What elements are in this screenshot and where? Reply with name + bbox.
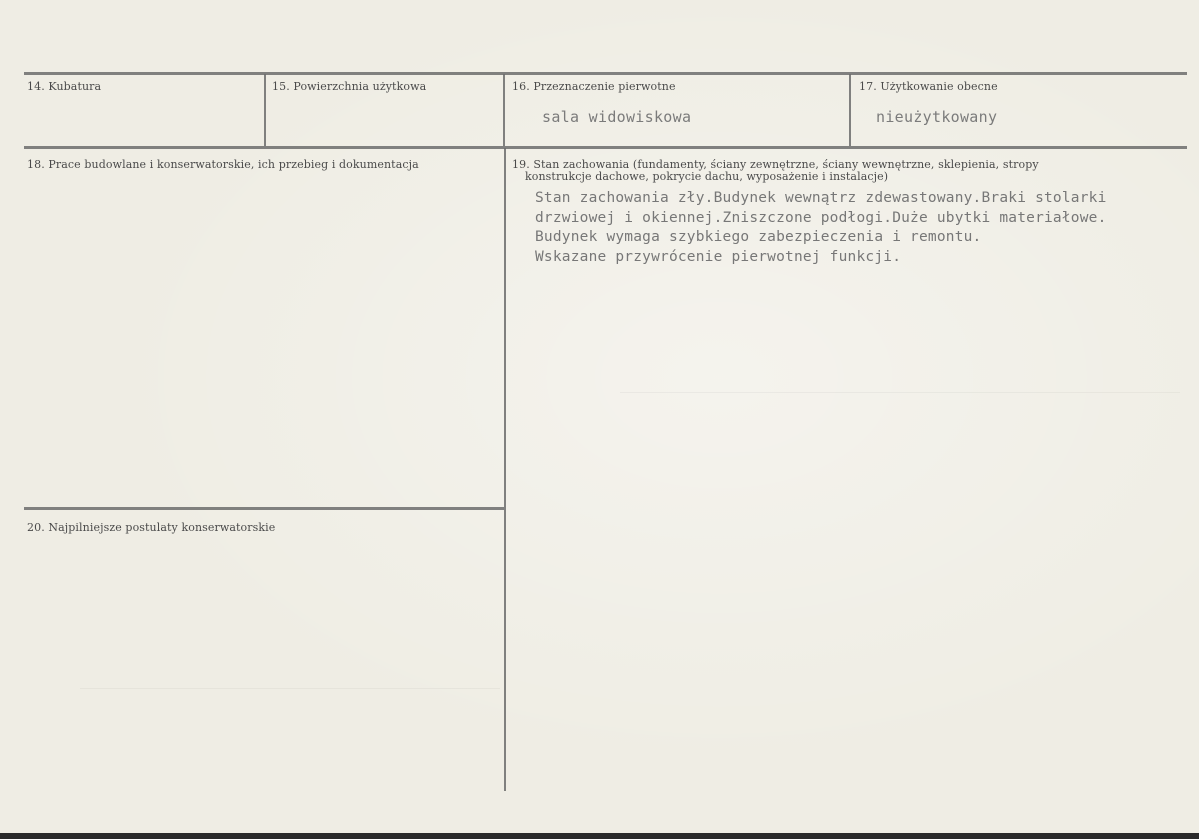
field-16-value: sala widowiskowa [542, 108, 692, 126]
section20-top-rule [24, 507, 504, 510]
field-19-text-line: Wskazane przywrócenie pierwotnej funkcji. [535, 248, 902, 265]
field-17-value: nieużytkowany [876, 108, 998, 126]
show-through-line [80, 688, 500, 689]
field-19-text-line: Budynek wymaga szybkiego zabezpieczenia i remontu. [535, 229, 982, 245]
scan-bottom-edge [0, 833, 1199, 839]
field-19-label-line1: 19. Stan zachowania (fundamenty, ściany zewnętrzne, ściany wewnętrzne, sklepienia, stropy [512, 158, 1039, 171]
field-15-label: 15. Powierzchnia użytkowa [272, 80, 427, 93]
field-19-label-line2: konstrukcje dachowe, pokrycie dachu, wyposażenie i instalacje) [525, 170, 889, 183]
field-20-label: 20. Najpilniejsze postulaty konserwatorskie [27, 521, 276, 534]
field-19-typed-text [535, 189, 1107, 267]
divider-15-16 [503, 74, 505, 146]
field-19-text-line: drzwiowej i okiennej.Zniszczone podłogi.Duże ubytki materiałowe. [535, 209, 1107, 226]
show-through-line [620, 392, 1180, 393]
field-14-label: 14. Kubatura [27, 80, 102, 93]
top-rule [24, 72, 1187, 75]
divider-14-15 [264, 74, 266, 146]
row1-bottom-rule [24, 146, 1187, 149]
divider-left-right [504, 148, 506, 791]
field-19-text-line: Stan zachowania zły.Budynek wewnątrz zdewastowany.Braki stolarki [535, 190, 1107, 206]
field-16-label: 16. Przeznaczenie pierwotne [512, 80, 676, 93]
field-17-label: 17. Użytkowanie obecne [859, 80, 998, 93]
divider-16-17 [849, 74, 851, 146]
field-18-label: 18. Prace budowlane i konserwatorskie, ich przebieg i dokumentacja [27, 158, 419, 171]
